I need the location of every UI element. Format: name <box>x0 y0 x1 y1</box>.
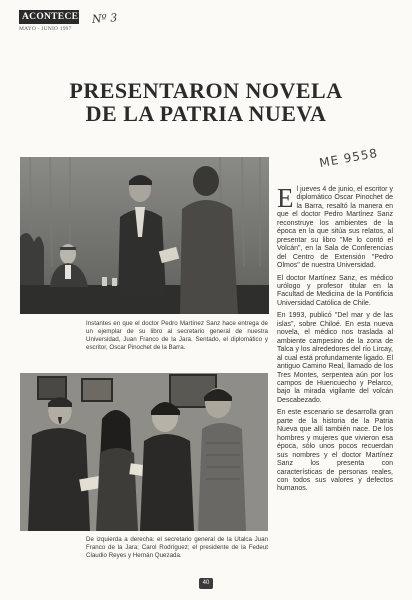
photo-1-caption: Instantes en que el doctor Pedro Martínez Sanz hace entrega de un ejemplar de su libro al secretario general de nuestra Universidad, Juan Franco de la Jara. Sentado, el diplomático y escritor, Oscar Pinochet de la Barra. <box>86 320 268 351</box>
headline-line-1: PRESENTARON NOVELA <box>69 78 343 103</box>
handwritten-issue-number: Nº 3 <box>91 11 118 26</box>
article-paragraph-1 <box>277 183 393 271</box>
article-paragraph-1-text: l jueves 4 de junio, el escritor y diplomático Oscar Pinochet de la Barra, resaltó la manera en que el doctor Pedro Martínez Sanz reconstruye los ambientes de la época en la que sitúa sus relatos, al presentar su libro "Me lo contó el Volcán", en la Sala de Conferencias del Centro de Extensión "Pedro Olmos" de nuestra Universidad. <box>277 186 393 270</box>
issue-date: MAYO - JUNIO 1997 <box>19 26 72 32</box>
photo-book-handover <box>20 157 269 314</box>
article-paragraph-4: En este escenario se desarrolla gran parte de la historia de la Patria Nueva que allí también nace. De los hombres y mujeres que vivieron esa época, sólo unos pocos recuerdan sus nombres y el doctor Martínez Sanz los presenta con características de personas reales, con todos sus valores y defectos humanos. <box>277 409 393 493</box>
masthead: ACONTECER <box>19 10 79 24</box>
drop-cap: E <box>277 183 294 213</box>
article-body <box>277 183 393 498</box>
photo-group <box>20 373 268 531</box>
headline-line-2: DE LA PATRIA NUEVA <box>85 101 327 126</box>
handwritten-stamp: ME 9558 <box>318 145 380 171</box>
page-number: 40 <box>199 578 213 589</box>
article-paragraph-3: En 1993, publicó "Del mar y de las islas", sobre Chiloé. En esta nueva novela, el médico nos traslada al ambiente campesino de la zona de Talca y los alrededores del río Lircay, al cual está profundamente ligado. El antiguo Camino Real, llamado de los Tres Montes, serpentea aún por los campos de Huencuecho y Pelarco, bajo la mirada vigilante del volcán Descabezado. <box>277 312 393 404</box>
photo-2-caption: De izquierda a derecha: el secretario general de la Utalca Juan Franco de la Jara; Carol Rodríguez; el presidente de la Fedeut Claudio Reyes y Hernán Quezada. <box>86 536 268 559</box>
photo-group-image <box>20 373 268 531</box>
photo-book-handover-image <box>20 157 269 314</box>
article-paragraph-2: El doctor Martínez Sanz, es médico urólogo y profesor titular en la Facultad de Medicina de la Pontificia Universidad Católica de Chile. <box>277 274 393 307</box>
